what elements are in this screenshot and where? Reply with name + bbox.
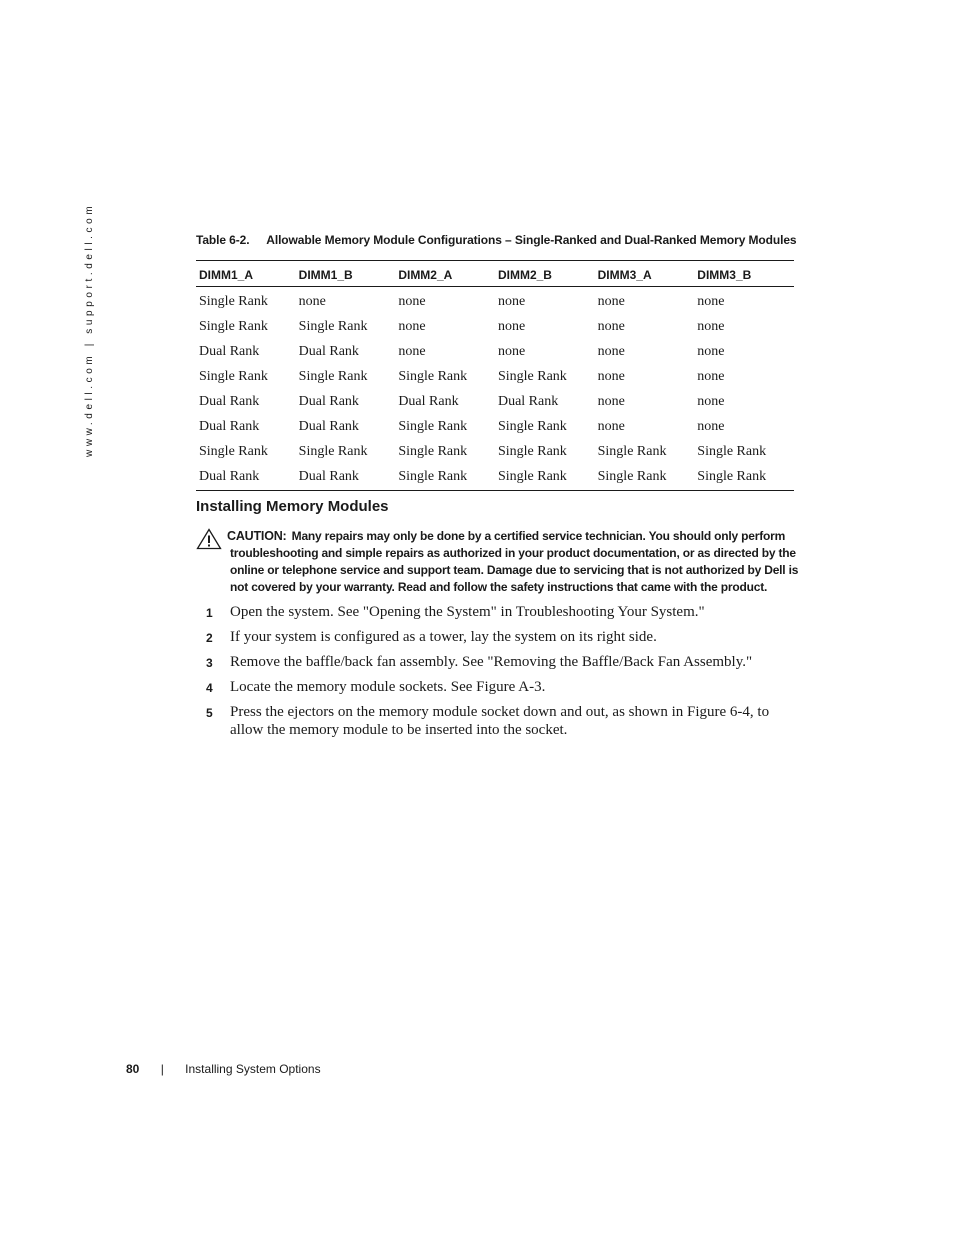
- table-caption: [196, 233, 797, 247]
- table-row: [196, 389, 794, 414]
- table-row: [196, 414, 794, 439]
- column-header: DIMM2_A: [395, 261, 495, 287]
- install-steps: [196, 603, 796, 746]
- table-cell: none: [597, 418, 625, 434]
- table-row: [196, 314, 794, 339]
- table-cell: Single Rank: [497, 443, 567, 459]
- list-item: [196, 653, 796, 671]
- table-cell: none: [697, 368, 725, 384]
- step-text: Open the system. See "Opening the System" in Troubleshooting Your System.": [230, 604, 705, 620]
- table-cell: Single Rank: [597, 443, 667, 459]
- table-cell: none: [398, 293, 426, 309]
- table-cell: Single Rank: [298, 318, 368, 334]
- caution-body: Many repairs may only be done by a certified service technician. You should only perform troubleshooting and simple repairs as authorized in your product documentation, or as directed by the online or telephone service and support team. Damage due to servicing that is not authorized by Dell is not covered by your warranty. Read and follow the safety instructions that came with the product.: [230, 529, 799, 594]
- table-cell: Single Rank: [298, 368, 368, 384]
- column-header: DIMM1_A: [196, 261, 296, 287]
- table-cell: none: [298, 293, 326, 309]
- column-header: DIMM2_B: [495, 261, 595, 287]
- page-footer: [126, 1062, 321, 1076]
- chapter-title: Installing System Options: [185, 1062, 321, 1076]
- table-cell: none: [697, 418, 725, 434]
- table-cell: Single Rank: [199, 318, 268, 334]
- table-cell: Single Rank: [199, 443, 268, 459]
- table-cell: Single Rank: [398, 368, 468, 384]
- table-cell: Dual Rank: [298, 393, 359, 409]
- step-text: Press the ejectors on the memory module socket down and out, as shown in Figure 6-4, to allow the memory module to be inserted into the socket.: [230, 704, 770, 738]
- step-text: If your system is configured as a tower, lay the system on its right side.: [230, 629, 657, 645]
- table-header-row: [196, 261, 794, 287]
- table-caption-title: Allowable Memory Module Configurations – Single-Ranked and Dual-Ranked Memory Modules: [266, 233, 797, 247]
- step-text: Remove the baffle/back fan assembly. See "Removing the Baffle/Back Fan Assembly.": [230, 654, 753, 670]
- list-item: [196, 678, 796, 696]
- side-url: www.dell.com | support.dell.com: [84, 202, 95, 457]
- table-cell: Single Rank: [497, 418, 567, 434]
- table-cell: Dual Rank: [497, 393, 559, 409]
- page-number: 80: [126, 1062, 140, 1076]
- table-cell: Dual Rank: [296, 464, 396, 491]
- table-cell: Single Rank: [697, 443, 767, 459]
- table-cell: none: [697, 343, 725, 359]
- caution-text: [227, 528, 816, 596]
- step-number: 4: [206, 681, 213, 695]
- table-cell: Dual Rank: [196, 464, 296, 491]
- step-number: 3: [206, 656, 213, 670]
- column-header: DIMM3_A: [595, 261, 695, 287]
- table-row: [196, 464, 794, 491]
- list-item: [196, 628, 796, 646]
- table-cell: none: [497, 318, 526, 334]
- memory-config-table: [196, 260, 794, 491]
- list-item: [196, 603, 796, 621]
- table-cell: none: [697, 393, 725, 409]
- table-caption-label: Table 6-2.: [196, 233, 250, 247]
- column-header: DIMM1_B: [296, 261, 396, 287]
- table-cell: none: [597, 293, 625, 309]
- table-row: [196, 287, 794, 315]
- table-cell: Single Rank: [398, 443, 468, 459]
- table-cell: Dual Rank: [398, 393, 459, 409]
- section-heading: Installing Memory Modules: [196, 498, 389, 515]
- table-cell: Single Rank: [495, 464, 595, 491]
- step-number: 2: [206, 631, 213, 645]
- warning-triangle-icon: [196, 528, 222, 550]
- table-row: [196, 339, 794, 364]
- table-cell: none: [697, 293, 725, 309]
- table-cell: none: [497, 293, 526, 309]
- table-cell: none: [497, 343, 526, 359]
- table-cell: none: [597, 318, 625, 334]
- step-number: 1: [206, 606, 213, 620]
- table-cell: Single Rank: [497, 368, 567, 384]
- table-cell: none: [398, 343, 426, 359]
- table-cell: none: [398, 318, 426, 334]
- table-cell: Single Rank: [398, 418, 468, 434]
- table-cell: none: [597, 393, 625, 409]
- table-row: [196, 364, 794, 389]
- table-cell: Dual Rank: [199, 393, 260, 409]
- caution-label: CAUTION:: [227, 529, 287, 543]
- step-number: 5: [206, 706, 213, 720]
- table-row: [196, 439, 794, 464]
- table-cell: Single Rank: [694, 464, 794, 491]
- table-cell: Dual Rank: [298, 418, 359, 434]
- caution-notice: [196, 528, 816, 596]
- table-cell: Single Rank: [595, 464, 695, 491]
- step-text: Locate the memory module sockets. See Figure A-3.: [230, 679, 546, 695]
- table-cell: Single Rank: [395, 464, 495, 491]
- table-cell: none: [597, 368, 625, 384]
- column-header: DIMM3_B: [694, 261, 794, 287]
- footer-separator: |: [160, 1062, 164, 1076]
- table-cell: Dual Rank: [298, 343, 359, 359]
- table-cell: Dual Rank: [199, 343, 260, 359]
- table-cell: none: [597, 343, 625, 359]
- table-cell: Single Rank: [199, 368, 268, 384]
- list-item: [196, 703, 796, 739]
- table-cell: Dual Rank: [199, 418, 260, 434]
- table-cell: Single Rank: [298, 443, 368, 459]
- table-cell: none: [697, 318, 725, 334]
- table-cell: Single Rank: [199, 293, 268, 309]
